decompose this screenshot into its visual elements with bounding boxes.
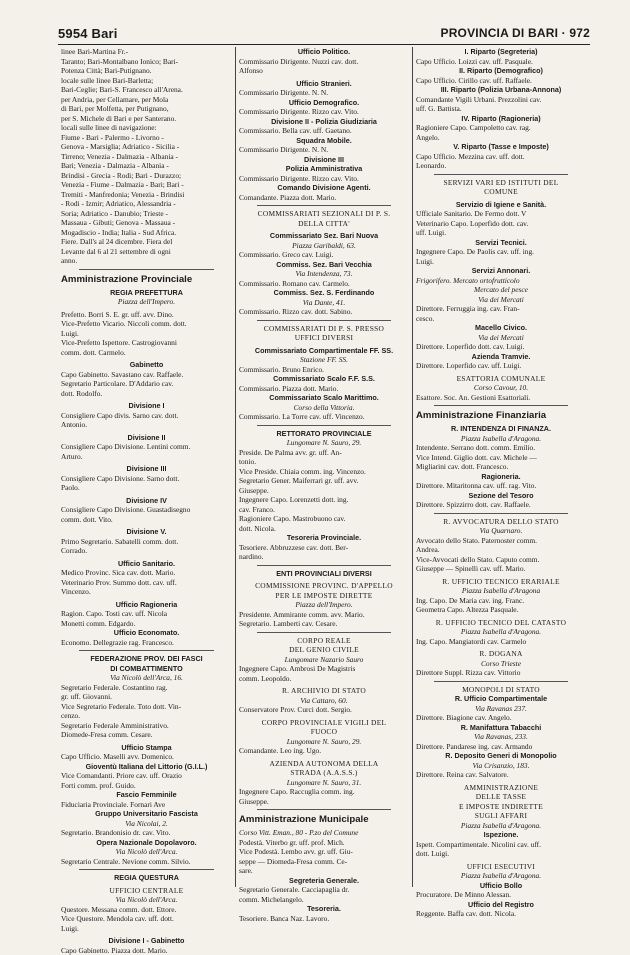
institution-heading: R. ARCHIVIO DI STATO <box>239 686 409 696</box>
text-line: Vice-Prefetto Ispettore. Castrogiovanni <box>61 338 232 348</box>
text-line: Vice Questore. Mendola cav. uff. dott. <box>61 914 232 924</box>
text-line: Veterinario Prov. Summo dott. cav. uff. <box>61 578 232 588</box>
office-heading: Divisione II - Polizia Giudiziaria <box>239 117 409 127</box>
text-line: Direttore. Loperfido cav. uff. Luigi. <box>416 361 586 371</box>
address-line: Via Nicolò dell'Arca. <box>61 895 232 905</box>
text-line: Direttore. Reina cav. Salvatore. <box>416 770 586 780</box>
section-divider <box>257 320 391 321</box>
office-heading: Ufficio Demografico. <box>239 98 409 108</box>
text-line: Commissario. Rizzo cav. dott. Sabino. <box>239 307 409 317</box>
text-line: Commissario. Bruno Enrico. <box>239 365 409 375</box>
office-heading: Sezione del Tesoro <box>416 491 586 501</box>
section-divider <box>434 681 568 682</box>
address-line: Piazza Isabella d'Aragona. <box>416 871 586 881</box>
office-heading: IV. Riparto (Ragioneria) <box>416 114 586 124</box>
institution-heading: E IMPOSTE INDIRETTE <box>416 802 586 812</box>
text-line: Mogadiscio - India; Italia - Sud Africa. <box>61 228 232 238</box>
text-line: Segretario. Brandonisio dr. cav. Vito. <box>61 828 232 838</box>
office-heading: Divisione I - Gabinetto <box>61 936 232 946</box>
text-line: Vice Intend. Giglio dott. cav. Michele — <box>416 453 586 463</box>
address-line: Piazza Garibaldi, 63. <box>239 241 409 251</box>
office-heading: Segreteria Generale. <box>239 876 409 886</box>
office-heading: Gruppo Universitario Fascista <box>61 809 232 819</box>
text-line: Direttore. Pandarese ing. cav. Armando <box>416 742 586 752</box>
office-heading: Ragioneria. <box>416 472 586 482</box>
text-line: Veterinario Capo. Loperfido dott. cav. <box>416 219 586 229</box>
office-heading: REGIA QUESTURA <box>61 873 232 883</box>
text-line: dott. Luigi. <box>416 849 586 859</box>
office-heading: Gabinetto <box>61 360 232 370</box>
text-line: Presidente. Ammirante comm. avv. Mario. <box>239 610 409 620</box>
text-line: Segretario Generale. Cacciapaglia dr. <box>239 885 409 895</box>
text-line: Reggente. Baffa cav. dott. Nicola. <box>416 909 586 919</box>
office-heading: Ispezione. <box>416 830 586 840</box>
institution-heading: DELLA CITTA' <box>239 219 409 229</box>
text-line: uff. Luigi. <box>416 228 586 238</box>
text-line: per Andria, per Cellamare, per Mola <box>61 95 232 105</box>
text-line: Segretario. Lamberti cav. Cesare. <box>239 619 409 629</box>
text-line: Frigorifero. Mercato ortofrutticolo <box>416 276 586 286</box>
text-line: Bari-Ceglie; Bari-S. Francesco all'Arena. <box>61 85 232 95</box>
office-heading: Commiss. Sez. Bari Vecchia <box>239 260 409 270</box>
institution-heading: SERVIZI VARI ED ISTITUTI DEL <box>416 178 586 188</box>
text-line: Leonardo. <box>416 161 586 171</box>
institution-heading: COMMISSIONE PROVINC. D'APPELLO <box>239 581 409 591</box>
text-line: Economo. Dellegrazie rag. Francesco. <box>61 638 232 648</box>
text-line: Ingegnere Capo. Ambrosi De Magistris <box>239 664 409 674</box>
institution-heading: ESATTORIA COMUNALE <box>416 374 586 384</box>
text-line: Preside. De Palma avv. gr. uff. An- <box>239 448 409 458</box>
office-heading: III. Riparto (Polizia Urbana-Annona) <box>416 85 586 95</box>
section-heading: Amministrazione Finanziaria <box>416 409 586 422</box>
address-line: Piazza Isabella d'Aragona. <box>416 434 586 444</box>
text-line: sare. <box>239 866 409 876</box>
section-divider <box>434 405 568 406</box>
text-line: Segretario Particolare. D'Addario cav. <box>61 379 232 389</box>
institution-heading: DELLE TASSE <box>416 792 586 802</box>
text-line: Podestà. Viterbo gr. uff. prof. Mich. <box>239 838 409 848</box>
text-line: Segretario Gener. Maiferrari gr. uff. avv. <box>239 476 409 486</box>
text-line: Geometra Capo. Altezza Pasquale. <box>416 605 586 615</box>
text-line: Direttore Suppl. Rizza cav. Vittorio <box>416 668 586 678</box>
text-line: Capo Ufficio. Loizzi cav. uff. Pasquale. <box>416 57 586 67</box>
text-line: Migliarini cav. dott. Francesco. <box>416 462 586 472</box>
office-heading: R. Manifattura Tabacchi <box>416 723 586 733</box>
column-right <box>412 47 589 887</box>
text-line: Ispett. Compartimentale. Nicolini cav. uff. <box>416 840 586 850</box>
section-heading: Amministrazione Municipale <box>239 813 409 826</box>
address-line: Lungomare Nazario Sauro <box>239 655 409 665</box>
text-line: Capo Ufficio. Maselli avv. Domenico. <box>61 752 232 762</box>
text-line: Giuseppe. <box>239 797 409 807</box>
text-line: Direttore. Spizzirro dott. cav. Raffaele. <box>416 500 586 510</box>
office-heading: Ufficio Sanitario. <box>61 559 232 569</box>
text-line: Paolo. <box>61 483 232 493</box>
text-line: Commissario Dirigente. N. N. <box>239 88 409 98</box>
institution-heading: UFFICIO CENTRALE <box>61 886 232 896</box>
office-heading: Fascio Femminile <box>61 790 232 800</box>
institution-heading: R. DOGANA <box>416 649 586 659</box>
text-line: Luigi. <box>61 924 232 934</box>
office-heading: Azienda Tramvie. <box>416 352 586 362</box>
text-line: Vice-Avvocati dello Stato. Caputo comm. <box>416 555 586 565</box>
text-line: Commissario. Bella cav. uff. Gaetano. <box>239 126 409 136</box>
institution-heading: FUOCO <box>239 727 409 737</box>
text-line: Capo Gabinetto. Piazza dott. Mario. <box>61 946 232 955</box>
institution-heading: MONOPOLI DI STATO <box>416 685 586 695</box>
address-line: Lungomare N. Sauro, 29. <box>239 438 409 448</box>
text-line: Tirreno; Venezia - Dalmazia - Albania - <box>61 152 232 162</box>
text-line: Giuseppe — Spinelli cav. uff. Mario. <box>416 564 586 574</box>
office-heading: Ufficio Stranieri. <box>239 79 409 89</box>
text-line: Taranto; Bari-Montalbano Ionico; Bari- <box>61 57 232 67</box>
text-line: Primo Segretario. Sabatelli comm. dott. <box>61 537 232 547</box>
office-heading: Divisione III <box>239 155 409 165</box>
text-line: Ragioniere Capo. Mastrobuono cav. <box>239 514 409 524</box>
text-line: dott. Nicola. <box>239 524 409 534</box>
institution-heading: COMMISSARIATI SEZIONALI DI P. S. <box>239 209 409 219</box>
text-line: cesco. <box>416 314 586 324</box>
text-line: Commissario. Piazza dott. Mario. <box>239 384 409 394</box>
text-line: Tesoriere. Banca Naz. Lavoro. <box>239 914 409 924</box>
address-line: Via Nicolò dell'Arca, 16. <box>61 673 232 683</box>
text-line: Ufficiale Sanitario. De Fermo dott. V <box>416 209 586 219</box>
text-line: Capo Ufficio. Cirillo cav. uff. Raffaele. <box>416 76 586 86</box>
text-line: Avvocato dello Stato. Paternoster comm. <box>416 536 586 546</box>
text-line: uff. G. Battista. <box>416 104 586 114</box>
text-line: dott. Rodolfo. <box>61 389 232 399</box>
text-line: Comandante Vigili Urbani. Prezzolini cav. <box>416 95 586 105</box>
text-line: Venezia - Fiume - Dalmazia - Bari; Bari - <box>61 180 232 190</box>
address-line: Via Intendenza, 73. <box>239 269 409 279</box>
institution-heading: R. UFFICIO TECNICO DEL CATASTO <box>416 618 586 628</box>
institution-heading: PER LE IMPOSTE DIRETTE <box>239 591 409 601</box>
text-line: gr. uff. Giovanni. <box>61 692 232 702</box>
text-line: Ing. Capo. Mangiatordi cav. Carmelo <box>416 637 586 647</box>
section-divider <box>257 632 391 633</box>
text-line: Medico Provinc. Sica cav. dott. Mario. <box>61 568 232 578</box>
address-line: Via Nicolò dell'Arca. <box>61 847 232 857</box>
text-line: Massaua - Gibuti; Genova - Massaua - <box>61 218 232 228</box>
text-line: cenzo. <box>61 711 232 721</box>
text-line: per S. Michele di Bari e per Santerano. <box>61 114 232 124</box>
address-line: Piazza dell'Impero. <box>239 600 409 610</box>
institution-heading: SUGLI AFFARI <box>416 811 586 821</box>
section-divider <box>79 650 214 651</box>
address-line: Piazza Isabella d'Aragona. <box>416 627 586 637</box>
institution-heading: R. UFFICIO TECNICO ERARIALE <box>416 577 586 587</box>
office-heading: Macello Civico. <box>416 323 586 333</box>
text-line: Esattore. Soc. An. Gestioni Esattoriali. <box>416 393 586 403</box>
institution-heading: CORPO PROVINCIALE VIGILI DEL <box>239 718 409 728</box>
office-heading: R. Ufficio Compartimentale <box>416 694 586 704</box>
section-divider <box>257 425 391 426</box>
office-heading: Servizio di Igiene e Sanità. <box>416 200 586 210</box>
text-line: Direttore. Biagione cav. Angelo. <box>416 713 586 723</box>
running-title: PROVINCIA DI BARI · 972 <box>440 26 590 40</box>
text-line: Commissario Dirigente. Nuzzi cav. dott. <box>239 57 409 67</box>
text-line: Ragioniere Capo. Campoletto cav. rag. <box>416 123 586 133</box>
text-line: Vice Podestà. Lembo avv. gr. uff. Giu- <box>239 847 409 857</box>
office-heading: Commissariato Sez. Bari Nuova <box>239 231 409 241</box>
address-line: Piazza Isabella d'Aragona. <box>416 821 586 831</box>
office-heading: Commissariato Scalo Marittimo. <box>239 393 409 403</box>
office-heading: Squadra Mobile. <box>239 136 409 146</box>
section-divider <box>79 269 214 270</box>
text-line: anno. <box>61 256 232 266</box>
address-line: Corso Trieste <box>416 659 586 669</box>
office-heading: I. Riparto (Segreteria) <box>416 47 586 57</box>
section-divider <box>79 869 214 870</box>
office-heading: Ufficio Ragioneria <box>61 600 232 610</box>
address-line: Stazione FF. SS. <box>239 355 409 365</box>
text-line: Capo Ufficio. Mezzina cav. uff. dott. <box>416 152 586 162</box>
text-line: Fiume - Bari - Palermo - Livorno - <box>61 133 232 143</box>
office-heading: FEDERAZIONE PROV. DEI FASCI <box>61 654 232 664</box>
office-heading: II. Riparto (Demografico) <box>416 66 586 76</box>
section-heading: Amministrazione Provinciale <box>61 273 232 286</box>
office-heading: Commissariato Compartimentale FF. SS. <box>239 346 409 356</box>
column-left <box>58 47 235 887</box>
office-heading: Ufficio Politico. <box>239 47 409 57</box>
address-line: Piazza Isabella d'Aragona <box>416 586 586 596</box>
text-line: Prefetto. Borri S. E. gr. uff. avv. Dino. <box>61 310 232 320</box>
text-line: Ingegnere Capo. De Paolis cav. uff. ing. <box>416 247 586 257</box>
text-line: cav. Franco. <box>239 505 409 515</box>
office-heading: Divisione III <box>61 464 232 474</box>
text-line: - Rodi - Izmir; Adriatico, Alessandria - <box>61 199 232 209</box>
text-line: Vice Segretario Federale. Toto dott. Vin- <box>61 702 232 712</box>
office-heading: Commiss. Sez. S. Ferdinando <box>239 288 409 298</box>
institution-heading: STRADA (A.A.S.S.) <box>239 768 409 778</box>
text-line: Ing. Capo. De Maria cav. ing. Franc. <box>416 596 586 606</box>
text-line: Capo Gabinetto. Savastano cav. Raffaele. <box>61 370 232 380</box>
text-line: Forti comm. prof. Guido. <box>61 781 232 791</box>
text-line: Commissario Dirigente. Rizzo cav. Vito. <box>239 174 409 184</box>
page-number-city: 5954 Bari <box>58 26 118 41</box>
office-heading: R. Deposito Generi di Monopolio <box>416 751 586 761</box>
text-line: Direttore. Loperfido dott. cav. Luigi. <box>416 342 586 352</box>
office-heading: Tesoreria. <box>239 904 409 914</box>
office-heading: Gioventù Italiana del Littorio (G.I.L.) <box>61 762 232 772</box>
address-line: Piazza dell'Impero. <box>61 297 232 307</box>
text-line: linee Bari-Martina Fr.- <box>61 47 232 57</box>
text-line: Vincenzo. <box>61 587 232 597</box>
text-line: comm. dott. Carmelo. <box>61 348 232 358</box>
office-heading: Comando Divisione Agenti. <box>239 183 409 193</box>
text-line: Segretario Federale Amministrativo. <box>61 721 232 731</box>
text-line: Consigliere Capo divis. Sarno cav. dott. <box>61 411 232 421</box>
address-line: Corso della Vittoria. <box>239 403 409 413</box>
text-line: Direttore. Mitaritonna cav. uff. rag. Vito. <box>416 481 586 491</box>
office-heading: Opera Nazionale Dopolavoro. <box>61 838 232 848</box>
text-line: comm. Leopoldo. <box>239 674 409 684</box>
office-heading: Servizi Tecnici. <box>416 238 586 248</box>
institution-heading: R. AVVOCATURA DELLO STATO <box>416 517 586 527</box>
text-line: Ragion. Capo. Tosti cav. uff. Nicola <box>61 609 232 619</box>
institution-heading: CORPO REALE <box>239 636 409 646</box>
text-line: Ingegnere Capo. Lorenzetti dott. ing. <box>239 495 409 505</box>
institution-heading: COMMISSARIATI DI P. S. PRESSO <box>239 324 409 334</box>
address-line: Via Cattaro, 60. <box>239 696 409 706</box>
office-heading: Ufficio Economato. <box>61 628 232 638</box>
office-heading: R. INTENDENZA DI FINANZA. <box>416 424 586 434</box>
institution-heading: UFFICI ESECUTIVI <box>416 862 586 872</box>
text-line: Commissario Dirigente. Rizzo cav. Vito. <box>239 107 409 117</box>
text-columns <box>58 47 590 887</box>
text-line: Questore. Messana comm. dott. Ettore. <box>61 905 232 915</box>
address-line: Via Quarnaro. <box>416 526 586 536</box>
address-line: Lungomare N. Sauro, 31. <box>239 778 409 788</box>
office-heading: DI COMBATTIMENTO <box>61 664 232 674</box>
office-heading: Commissariato Scalo F.F. S.S. <box>239 374 409 384</box>
office-heading: Ufficio Stampa <box>61 743 232 753</box>
section-divider <box>434 513 568 514</box>
text-line: Tremiti - Manfredonia; Venezia - Brindisi <box>61 190 232 200</box>
institution-heading: AMMINISTRAZIONE <box>416 783 586 793</box>
text-line: Luigi. <box>61 329 232 339</box>
text-line: Angelo. <box>416 133 586 143</box>
text-line: Luigi. <box>416 257 586 267</box>
page-header <box>58 22 590 45</box>
office-heading: ENTI PROVINCIALI DIVERSI <box>239 569 409 579</box>
address-line: Lungomare N. Sauro, 29. <box>239 737 409 747</box>
text-line: Tesoriere. Abbruzzese cav. dott. Ber- <box>239 543 409 553</box>
text-line: Levante dal 6 al 21 settembre di ogni <box>61 247 232 257</box>
text-line: comm. dott. Vito. <box>61 515 232 525</box>
text-line: Arturo. <box>61 452 232 462</box>
text-line: Direttore. Ferruggia ing. cav. Fran- <box>416 304 586 314</box>
text-line: Antonio. <box>61 420 232 430</box>
office-heading: Ufficio del Registro <box>416 900 586 910</box>
address-line: Via Crisanzio, 183. <box>416 761 586 771</box>
text-line: Corrado. <box>61 546 232 556</box>
text-line: Procuratore. De Minno Alessan. <box>416 890 586 900</box>
institution-heading: DEL GENIO CIVILE <box>239 645 409 655</box>
text-line: Vice-Prefetto Vicario. Niccoli comm. dott. <box>61 319 232 329</box>
office-heading: Divisione I <box>61 401 232 411</box>
text-line: Andrea. <box>416 545 586 555</box>
section-divider <box>257 565 391 566</box>
office-heading: Divisione IV <box>61 496 232 506</box>
office-heading: Divisione V. <box>61 527 232 537</box>
text-line: nardino. <box>239 552 409 562</box>
text-line: Brindisi - Grecia - Rodi; Bari - Durazzo; <box>61 171 232 181</box>
text-line: Ingegnere Capo. Raccuglia comm. ing. <box>239 787 409 797</box>
address-line: Via dei Mercati <box>416 333 586 343</box>
address-line: Via Ravanas 237. <box>416 704 586 714</box>
text-line: Potenza Città; Bari-Putignano. <box>61 66 232 76</box>
section-divider <box>434 174 568 175</box>
text-line: Comandante. Leo ing. Ugo. <box>239 746 409 756</box>
text-line: Commissario. La Torre cav. uff. Vincenzo. <box>239 412 409 422</box>
text-line: Monetti comm. Edgardo. <box>61 619 232 629</box>
institution-heading: COMUNE <box>416 187 586 197</box>
address-line: Mercato del pesce <box>416 285 586 295</box>
address-line: Corso Cavour, 10. <box>416 383 586 393</box>
office-heading: Servizi Annonari. <box>416 266 586 276</box>
column-middle <box>235 47 412 887</box>
text-line: Consigliere Capo Divisione. Guastadisegno <box>61 505 232 515</box>
address-line: Via dei Mercati <box>416 295 586 305</box>
text-line: Commissario. Romano cav. Carmelo. <box>239 279 409 289</box>
text-line: Consigliere Capo Divisione. Sarno dott. <box>61 474 232 484</box>
text-line: Commissario. Greco cav. Luigi. <box>239 250 409 260</box>
text-line: Diomede-Fresa comm. Cesare. <box>61 730 232 740</box>
text-line: Fiere. Dall's al 24 dicembre. Fiera del <box>61 237 232 247</box>
text-line: Commissario Dirigente. N. N. <box>239 145 409 155</box>
text-line: Alfonso <box>239 66 409 76</box>
address-line: Via Dante, 41. <box>239 298 409 308</box>
office-heading: RETTORATO PROVINCIALE <box>239 429 409 439</box>
text-line: Soria; Adriatico - Danubio; Trieste - <box>61 209 232 219</box>
text-line: Segretario Centrale. Nevione comm. Silvio. <box>61 857 232 867</box>
institution-heading: AZIENDA AUTONOMA DELLA <box>239 759 409 769</box>
text-line: Segretario Federale. Costantino rag. <box>61 683 232 693</box>
institution-heading: UFFICI DIVERSI <box>239 333 409 343</box>
text-line: Genova - Marsiglia; Adriatico - Sicilia - <box>61 142 232 152</box>
office-heading: Polizia Amministrativa <box>239 164 409 174</box>
address-line: Via Nicolai, 2. <box>61 819 232 829</box>
section-divider <box>257 205 391 206</box>
text-line: Intendente. Serrano dott. comm. Emilio. <box>416 443 586 453</box>
text-line: locale sulle linee Bari-Barletta; <box>61 76 232 86</box>
office-heading: Ufficio Bollo <box>416 881 586 891</box>
office-heading: V. Riparto (Tasse e Imposte) <box>416 142 586 152</box>
text-line: Conservatore Prov. Curci dott. Sergio. <box>239 705 409 715</box>
text-line: Bari; Venezia - Dalmazia - Albania - <box>61 161 232 171</box>
text-line: Giuseppe. <box>239 486 409 496</box>
office-heading: REGIA PREFETTURA <box>61 288 232 298</box>
text-line: Vice Preside. Chiaia comm. ing. Vincenzo. <box>239 467 409 477</box>
text-line: Comandante. Piazza dott. Mario. <box>239 193 409 203</box>
office-heading: Tesoreria Provinciale. <box>239 533 409 543</box>
text-line: Consigliere Capo Divisione. Lentini comm. <box>61 442 232 452</box>
text-line: seppe — Diomeda-Fresa comm. Ce- <box>239 857 409 867</box>
text-line: Fiduciaria Provinciale. Fornari Ave <box>61 800 232 810</box>
section-divider <box>257 809 391 810</box>
text-line: locali sulle linee di navigazione: <box>61 123 232 133</box>
text-line: Vice Comandanti. Priore cav. uff. Orazio <box>61 771 232 781</box>
text-line: tonio. <box>239 457 409 467</box>
office-heading: Divisione II <box>61 433 232 443</box>
text-line: di Bari, per Molfetta, per Putignano, <box>61 104 232 114</box>
text-line: Corso Vitt. Eman., 80 - P.zo del Comune <box>239 828 409 838</box>
address-line: Via Ravanas, 233. <box>416 732 586 742</box>
text-line: comm. Michelangelo. <box>239 895 409 905</box>
